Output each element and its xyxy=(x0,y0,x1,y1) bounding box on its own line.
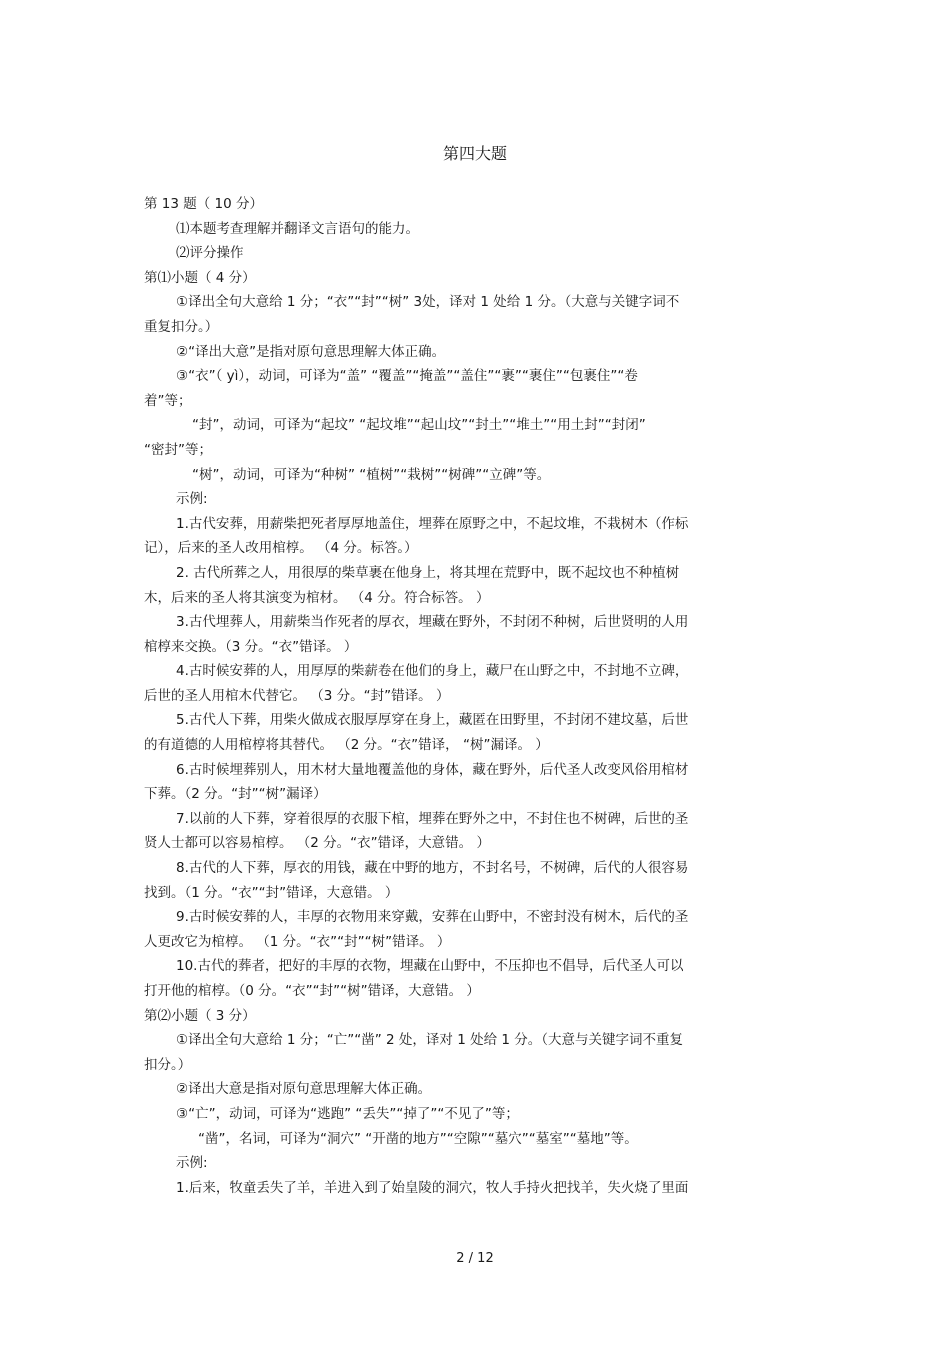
text-line: ①译出全句大意给 1 分；“亡”“凿” 2 处，译对 1 处给 1 分。（大意与关键字词不重复 xyxy=(176,1032,684,1049)
text-line: 记），后来的圣人改用棺椁。 （4 分。标答。） xyxy=(144,540,418,557)
text-line: ②译出大意是指对原句意思理解大体正确。 xyxy=(176,1081,432,1098)
text-line: 人更改它为棺椁。 （1 分。“衣”“封”“树”错译。 ） xyxy=(144,933,451,950)
text-line: 第⑵小题（ 3 分） xyxy=(144,1007,256,1024)
text-line: 3.古代埋葬人，用薪柴当作死者的厚衣，埋藏在野外，不封闭不种树，后世贤明的人用 xyxy=(176,614,689,631)
text-line: ③“衣”（ yì），动词，可译为“盖” “覆盖”“掩盖”“盖住”“裹”“裹住”“包裹住”“卷 xyxy=(176,368,638,385)
page-number: 2 / 12 xyxy=(456,1251,494,1266)
text-line: ③“亡”，动词，可译为“逃跑” “丢失”“掉了”“不见了”等； xyxy=(176,1105,519,1122)
text-line: 示例: xyxy=(176,491,208,508)
text-line: 扣分。） xyxy=(144,1056,192,1073)
text-line: “封”，动词，可译为“起坟” “起坟堆”“起山坟”“封土”“堆土”“用土封”“封闭” xyxy=(192,417,646,434)
text-line: 第 13 题（ 10 分） xyxy=(144,196,264,212)
text-line: “凿”，名词，可译为“洞穴” “开凿的地方”“空隙”“墓穴”“墓室”“墓地”等。 xyxy=(198,1130,638,1147)
text-line: 6.古时候埋葬别人，用木材大量地覆盖他的身体，藏在野外，后代圣人改变风俗用棺材 xyxy=(176,761,689,778)
text-line: 7.以前的人下葬，穿着很厚的衣服下棺，埋葬在野外之中，不封住也不树碑，后世的圣 xyxy=(176,810,689,827)
text-line: 着”等； xyxy=(144,392,192,409)
text-line: ⑵评分操作 xyxy=(176,245,244,262)
text-line: 9.古时候安葬的人，丰厚的衣物用来穿戴，安葬在山野中，不密封没有树木，后代的圣 xyxy=(176,909,689,926)
text-line: 贤人士都可以容易棺椁。 （2 分。“衣”错译，大意错。 ） xyxy=(144,835,490,852)
text-line: 1.古代安葬，用薪柴把死者厚厚地盖住，埋葬在原野之中，不起坟堆，不栽树木（作标 xyxy=(176,515,689,532)
text-line: ②“译出大意”是指对原句意思理解大体正确。 xyxy=(176,343,446,360)
text-line: 8.古代的人下葬，厚衣的用钱，藏在中野的地方，不封名号，不树碑，后代的人很容易 xyxy=(176,860,689,877)
text-line: 木，后来的圣人将其演变为棺材。 （4 分。符合标答。 ） xyxy=(144,589,490,606)
text-line: 重复扣分。） xyxy=(144,318,219,335)
text-line: 棺椁来交换。（3 分。“衣”错译。 ） xyxy=(144,638,358,655)
text-line: 1.后来，牧童丢失了羊，羊进入到了始皇陵的洞穴，牧人手持火把找羊，失火烧了里面 xyxy=(176,1179,689,1196)
text-line: 的有道德的人用棺椁将其替代。 （2 分。“衣”错译， “树”漏译。 ） xyxy=(144,737,549,754)
document-body xyxy=(144,192,814,1200)
text-line: 下葬。（2 分。“封”“树”漏译） xyxy=(144,786,327,803)
text-line: ①译出全句大意给 1 分；“衣”“封”“树” 3处，译对 1 处给 1 分。（大意与关键字词不 xyxy=(176,294,680,311)
text-line: 找到。（1 分。“衣”“封”错译，大意错。 ） xyxy=(144,884,399,901)
text-line: 4.古时候安葬的人，用厚厚的柴薪卷在他们的身上，藏尸在山野之中，不封地不立碑， xyxy=(176,663,689,680)
text-line: 打开他的棺椁。（0 分。“衣”“封”“树”错译，大意错。 ） xyxy=(144,983,480,999)
text-line: “密封”等； xyxy=(144,441,212,458)
text-line: 示例: xyxy=(176,1155,208,1172)
text-line: 2. 古代所葬之人，用很厚的柴草裹在他身上，将其埋在荒野中，既不起坟也不种植树 xyxy=(176,564,680,581)
page-title: 第四大题 xyxy=(442,144,507,163)
text-line: 第⑴小题（ 4 分） xyxy=(144,269,256,286)
text-line: 5.古代人下葬，用柴火做成衣服厚厚穿在身上，藏匿在田野里，不封闭不建坟墓，后世 xyxy=(176,712,689,729)
text-line: ⑴本题考查理解并翻译文言语句的能力。 xyxy=(176,220,419,237)
text-line: 后世的圣人用棺木代替它。 （3 分。“封”错译。 ） xyxy=(144,687,450,704)
text-line: 10.古代的葬者，把好的丰厚的衣物，埋藏在山野中，不压抑也不倡导，后代圣人可以 xyxy=(176,958,684,975)
text-line: “树”，动词，可译为“种树” “植树”“栽树”“树碑”“立碑”等。 xyxy=(192,466,551,483)
